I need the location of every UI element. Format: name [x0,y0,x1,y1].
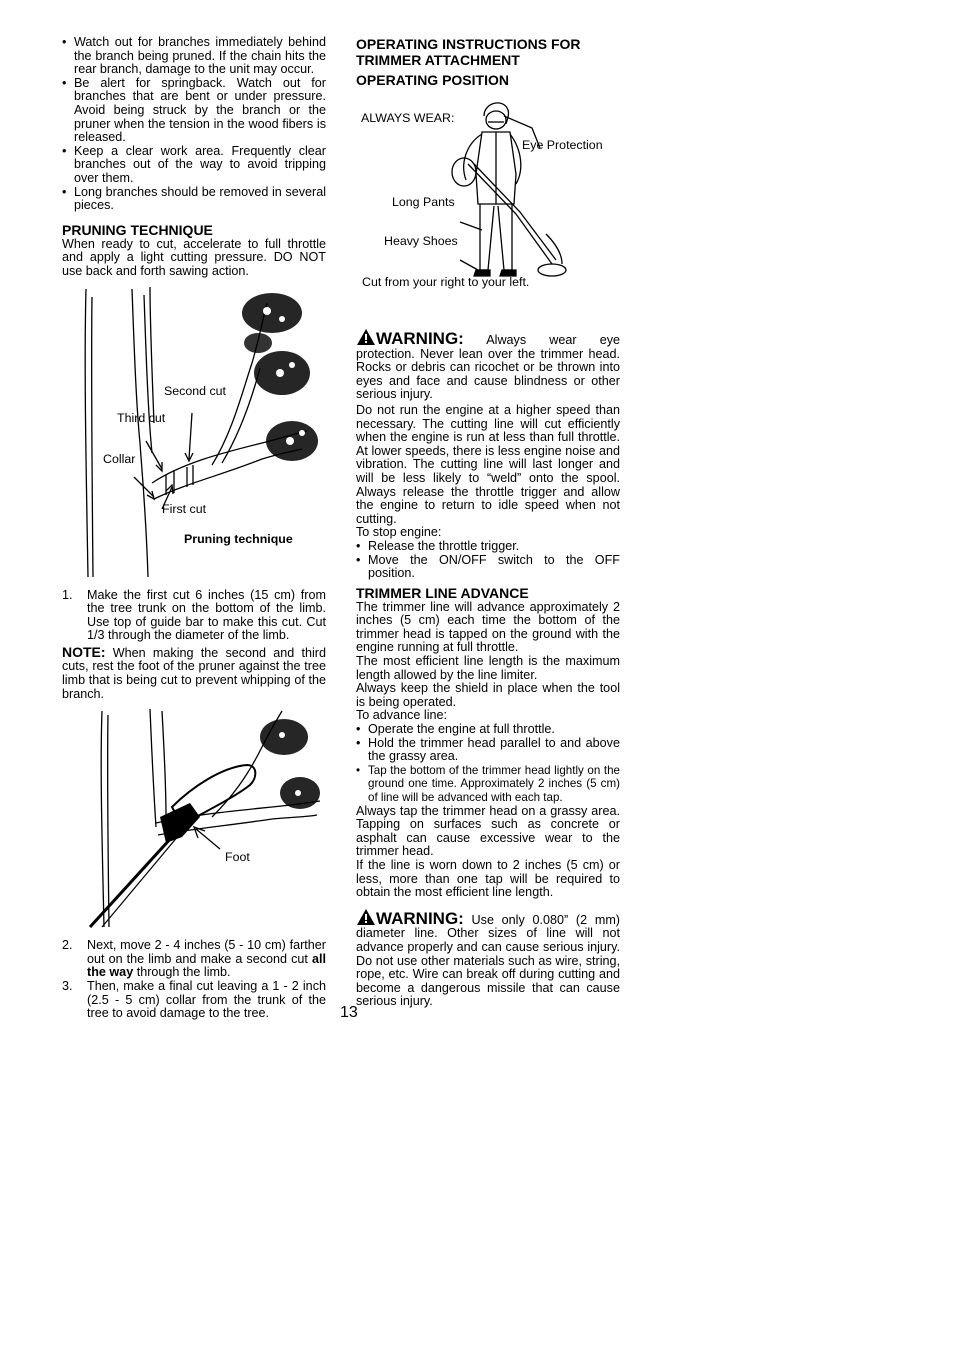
foot-figure [62,707,326,933]
advance-line-list [356,723,620,805]
warning-triangle-icon [356,328,376,346]
steps-list-2 [62,939,326,1021]
bullet-item: • Watch out for branches immediately behind the branch being pruned. If the chain hits the rear branch, damage to the unit may occur. [62,36,326,77]
grassy-area-paragraph: Always tap the trimmer head on a grassy area. Tapping on surfaces such as concrete or asphalt can cause excessive wear to the trimmer head. [356,803,620,859]
left-column [62,36,326,1021]
step-item [62,939,326,980]
warning-triangle-icon [356,908,376,926]
step-text: Make the first cut 6 inches (15 cm) from the tree trunk on the bottom of the limb. Use top of guide bar to make this cut. Cut 1/3 through the diameter of the limb. [87,587,326,643]
stop-engine-list [356,540,620,581]
operating-position-caption: Cut from your right to your left. [362,275,530,289]
warning-label: WARNING: [376,329,464,348]
operating-position-figure [356,94,620,292]
warning-label: WARNING: [376,908,464,928]
step-text: Next, move 2 - 4 inches (5 - 10 cm) farther out on the limb and make a second cut [87,938,326,966]
first-cut-label: First cut [162,501,207,516]
advance-intro: To advance line: [356,708,448,723]
pruning-technique-text: When ready to cut, accelerate to full throttle and apply a light cutting pressure. DO NOT use back and forth sawing action. [62,236,326,278]
eye-protection-label: Eye Protection [522,138,603,152]
step-number: 3. [62,979,73,994]
operating-instructions-heading: OPERATING INSTRUCTIONS FOR TRIMMER ATTACHMENT [356,36,581,68]
note-text: When making the second and third cuts, rest the foot of the pruner against the tree limb that is being cut to prevent whipping of the branch. [62,645,326,701]
pruning-technique-figure [62,283,326,579]
note-label: NOTE: [62,643,106,660]
bullet-item: • Tap the bottom of the trimmer head lightly on the ground one time. Approximately 2 inches (5 cm) of line will be advanced with each tap. [356,764,620,805]
figure-caption: Pruning technique [184,531,293,546]
line-advance-paragraph: The trimmer line will advance approximately 2 inches (5 cm) each time the bottom of the trimmer head is tapped on the ground with the engine running at full throttle. [356,599,620,655]
third-cut-label: Third cut [117,410,166,425]
note-paragraph [62,643,326,701]
step-number: 2. [62,938,73,953]
bullet-item: • Keep a clear work area. Frequently clear branches out of the way to avoid tripping over them. [62,145,326,186]
safety-bullet-list [62,36,326,213]
page-number: 13 [340,1004,358,1021]
bullet-item: • Operate the engine at full throttle. [356,723,620,737]
second-cut-label: Second cut [164,383,226,398]
step-number: 1. [62,587,73,602]
long-pants-label: Long Pants [392,195,455,209]
step-bold-text: all the way [87,951,327,980]
operating-position-heading: OPERATING POSITION [356,72,509,88]
warning-eye-protection [356,328,620,402]
step-item [62,980,326,1021]
heavy-shoes-label: Heavy Shoes [384,234,458,248]
bullet-item: • Release the throttle trigger. [356,540,620,554]
pruner-foot-illustration [62,707,326,933]
warning-text: Use only 0.080” (2 mm) diameter line. Other sizes of line will not advance properly and can cause serious injury. Do not use other materials such as wire, string, rope, etc. Wire can break off during cutting and become a dangerous missile that can cause serious injury. [356,912,620,1009]
collar-label: Collar [103,451,136,466]
steps-list-1 [62,589,326,643]
warning-text: Always wear eye protection. Never lean over the trimmer head. Rocks or debris can ricochet or be thrown into eyes and face and cause blindness or other serious injury. [356,333,620,402]
right-column [356,36,620,1009]
bullet-item: • Hold the trimmer head parallel to and above the grassy area. [356,737,620,764]
stop-engine-intro: To stop engine: [356,525,442,540]
always-wear-label: ALWAYS WEAR: [361,111,455,125]
step-item [62,589,326,643]
warning-line-diameter [356,908,620,1009]
line-length-paragraph: The most efficient line length is the maximum length allowed by the line limiter. [356,654,620,682]
step-text: through the limb. [136,965,231,980]
shield-paragraph: Always keep the shield in place when the tool is being operated. [356,681,620,709]
bullet-item: • Move the ON/OFF switch to the OFF position. [356,554,620,581]
foot-label: Foot [225,850,250,865]
worn-line-paragraph: If the line is worn down to 2 inches (5 cm) or less, more than one tap will be required to obtain the most efficient line length. [356,857,620,900]
bullet-item: • Be alert for springback. Watch out for branches that are bent or under pressure. Avoid being struck by the branch or the pruner when the tension in the wood fibers is released. [62,77,326,145]
pruning-technique-heading: PRUNING TECHNIQUE [62,221,213,238]
step-text: Then, make a final cut leaving a 1 - 2 inch (2.5 - 5 cm) collar from the trunk of the tree to avoid damage to the tree. [87,979,326,1021]
engine-speed-paragraph: Do not run the engine at a higher speed than necessary. The cutting line will cut efficiently when the engine is run at less than full throttle. At lower speeds, there is less engine noise and vibration. The cutting line will last longer and will be less likely to “weld” onto the spool. Always release the throttle trigger and allow the engine to return to idle speed when not cutting. [356,402,620,526]
trimmer-line-advance-heading: TRIMMER LINE ADVANCE [356,584,529,601]
bullet-item: • Long branches should be removed in several pieces. [62,186,326,213]
